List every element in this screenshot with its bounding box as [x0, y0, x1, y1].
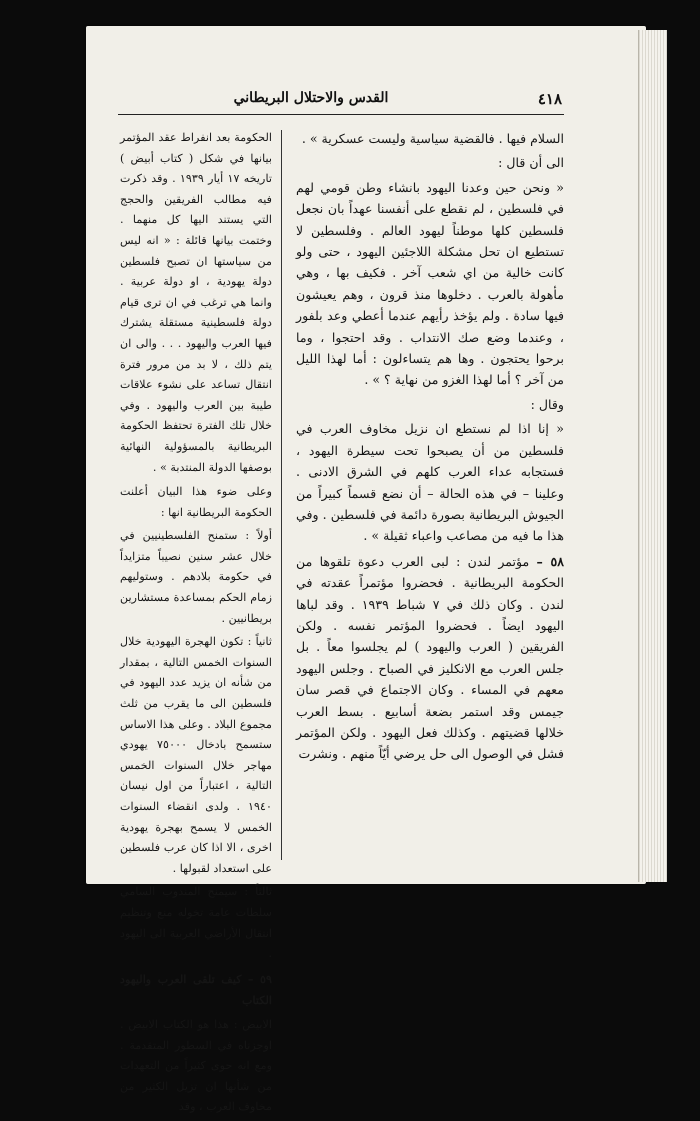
section-59-number: ٥٩ – [247, 971, 272, 986]
column-divider [281, 130, 282, 860]
list-item: أولاً : ستمنح الفلسطينيين في خلال عشر سنين نصيباً متزايداً في حكومة بلادهم . وستوليهم زمام الحكم بمساعدة مستشارين بريطانيين . [120, 529, 272, 625]
section-58-paragraph [296, 551, 564, 765]
right-column [296, 128, 564, 768]
running-header [120, 88, 562, 114]
section-59-title: كيف تلقى العرب واليهود الكتاب [120, 971, 272, 1008]
running-title: القدس والاحتلال البريطاني [233, 90, 389, 106]
list-item: ثانياً : تكون الهجرة اليهودية خلال السنوات الخمس التالية ، بمقدار من شأنه ان يزيد عدد اليهود في فلسطين الى ما يقرب من ثلث مجموع البلاد . وعلى هذا الاساس ستسمح بادخال ٧٥٠٠٠ يهودي مهاجر خلال السنوات الخمس التالية ، اعتباراً من اول نيسان ١٩٤٠ . ولدى انقضاء السنوات الخمس لا يسمح بهجرة يهودية اخرى ، الا اذا كان عرب فلسطين على استعداد لقبولها . [120, 635, 272, 875]
paragraph: وعلى ضوء هذا البيان أعلنت الحكومة البريطانية انها : [120, 485, 272, 519]
page-number: ٤١٨ [537, 90, 562, 108]
paragraph: الى أن قال : [498, 155, 564, 171]
list-item: ثالثاً : سيمنح المندوب السامي سلطات عامة تخوله منع وتنظيم انتقال الأراضي العربية الى اليهود . [120, 885, 272, 961]
paragraph: الحكومة بعد انفراط عقد المؤتمر بيانها في شكل ( كتاب أبيض ) تاريخه ١٧ أيار ١٩٣٩ . وقد ذكرت فيه مطالب الفريقين والحجج التي يستند اليها كل منهما . وختمت بيانها قائلة : « انه ليس من سياستها ان تصبح فلسطين دولة يهودية ، او دولة عربية . وانما هي ترغب في ان ترى قيام دولة فلسطينية مستقلة يشترك فيها العرب واليهود . . . والى ان يتم ذلك ، لا بد من مرور فترة انتقال تساعد على نشوء علاقات طيبة بين العرب واليهود . وفي خلال تلك الفترة تحتفظ الحكومة البريطانية بالمسؤولية النهائية بوصفها الدولة المنتدبة » . [120, 131, 272, 474]
section-58-body: مؤتمر لندن : لبى العرب دعوة تلقوها من الحكومة البريطانية . فحضروا مؤتمراً عقدته في لندن . وكان ذلك في ٧ شباط ١٩٣٩ . وقد لباها اليهود ايضاً . فحضروا المؤتمر نفسه . ولكن الفريقين ( العرب واليهود ) لم يجلسوا معاً . بل جلس العرب مع الانكليز في الصباح . وجلس اليهود معهم في المساء . وكان الاجتماع في قصر سان جيمس وقد استمر بضعة أسابيع . بسط العرب خلالها قضيتهم . وكذلك فعل اليهود . ولكن المؤتمر فشل في الوصول الى حل يرضي أيّاً منهم . ونشرت [296, 553, 564, 762]
section-59-body: الابيض : هذا هو الكتاب الابيض . اوجزناه في السطور المتقدمة . ومع انه حوى كثيراً من التعهدات من شأنها ان تزيل الكثير من مخاوف العرب ، وقد [120, 1017, 272, 1114]
page-edges [638, 30, 667, 882]
section-58-number: ٥٨ – [536, 553, 564, 569]
header-rule [118, 114, 564, 115]
left-column [120, 128, 272, 1121]
quote-paragraph: « إنا اذا لم نستطع ان نزيل مخاوف العرب في فلسطين من أن يصبحوا تحت سيطرة اليهود ، فستجابه عداء العرب كلهم في الشرق الادنى . وعلينا – في هذه الحالة – أن نضع قسماً كبيراً من الجيوش البريطانية بصورة دائمة في فلسطين . وفي هذا ما فيه من مصاعب واعباء ثقيلة » . [296, 421, 564, 544]
section-59-heading [120, 969, 272, 1012]
quote-paragraph: « ونحن حين وعدنا اليهود بانشاء وطن قومي لهم في فلسطين ، لم نقطع على أنفسنا عهداً بان نجعل فلسطين كلها موطناً ليهود العالم . وفلسطين لا تستطيع ان تحل مشكلة اللاجئين اليهود ، حتى ولو كانت خالية من اي شعب آخر . فكيف بها ، وهي مأهولة بالعرب . دخلوها منذ قرون ، وهم يعيشون فيها سادة . ولم يؤخذ رأيهم عندما أعطي وعد بلفور ، وعندما وضع صك الانتداب . وقد احتجوا ، وما برحوا يحتجون . وها هم يتساءلون : أما لهذا الليل من آخر ؟ أما لهذا الغزو من نهاية ؟ » . [296, 179, 564, 388]
paragraph: السلام فيها . فالقضية سياسية وليست عسكرية » . [301, 131, 564, 146]
paragraph: وقال : [530, 396, 564, 412]
